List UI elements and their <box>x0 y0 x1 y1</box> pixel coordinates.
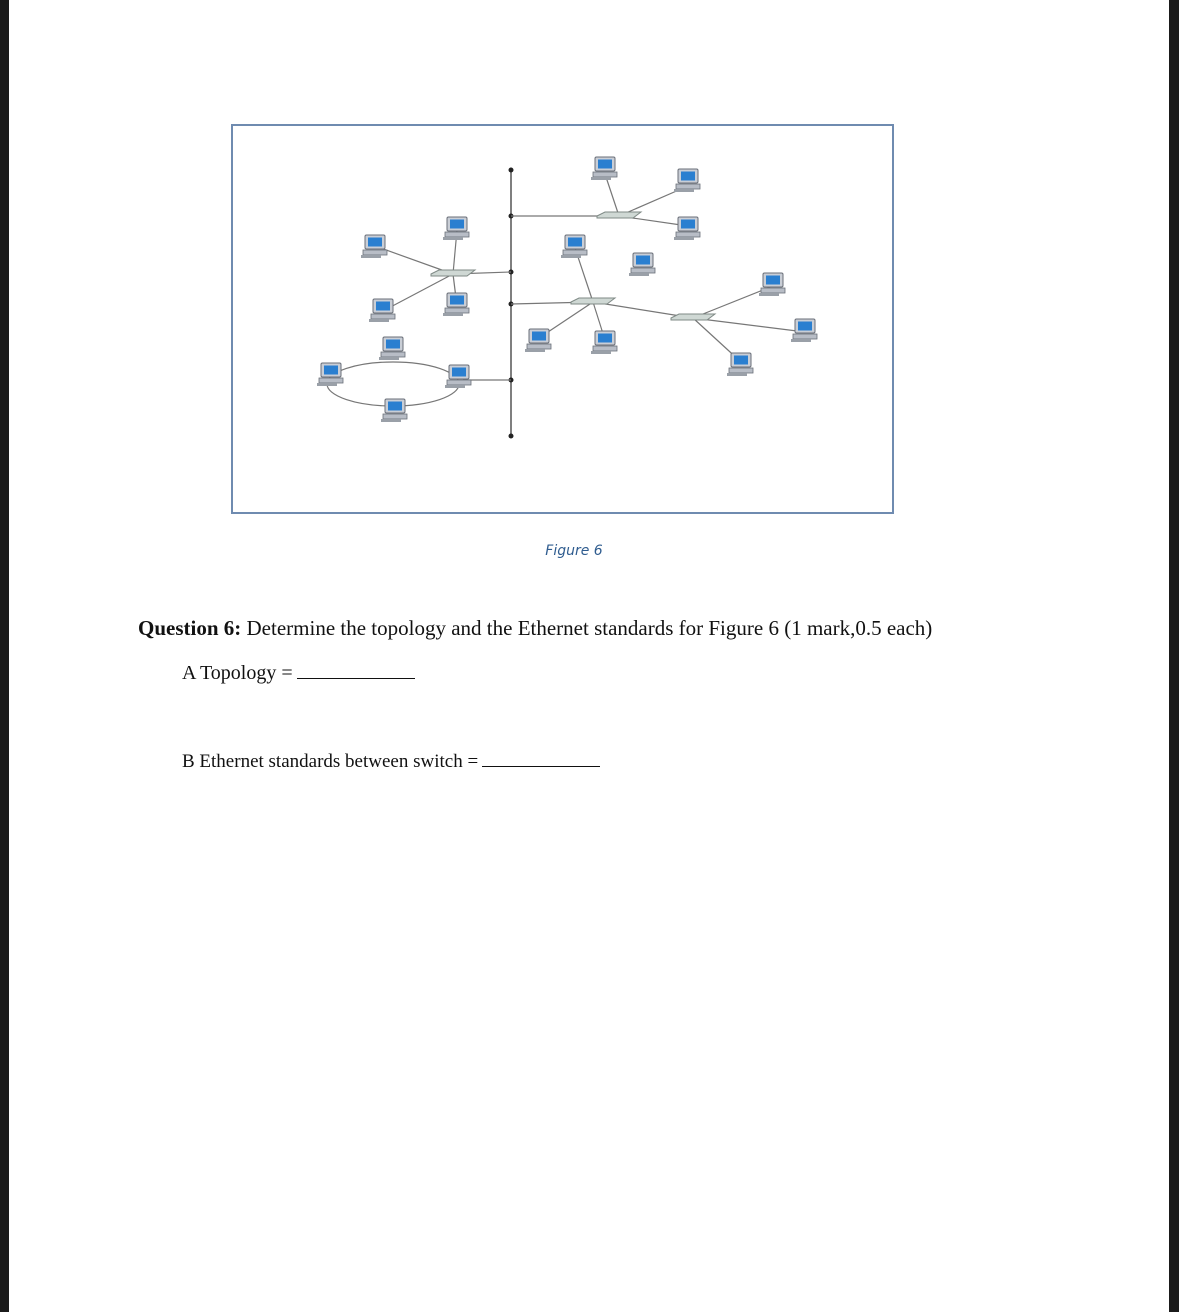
answer-b-label: B Ethernet standards between switch = <box>182 751 479 772</box>
answer-a-blank[interactable] <box>297 662 415 679</box>
answer-b-blank[interactable] <box>482 750 600 767</box>
network-diagram-icon <box>233 126 896 516</box>
answer-b <box>182 750 600 773</box>
question-body: Determine the topology and the Ethernet standards for Figure 6 (1 mark,0.5 each) <box>241 616 933 640</box>
question-label: Question 6: <box>138 616 242 640</box>
answer-a <box>182 662 415 685</box>
figure-caption: Figure 6 <box>545 543 603 559</box>
document-page <box>9 0 1169 1312</box>
question-text <box>138 616 932 641</box>
answer-a-label: A Topology = <box>182 662 293 684</box>
figure-frame <box>231 124 894 514</box>
